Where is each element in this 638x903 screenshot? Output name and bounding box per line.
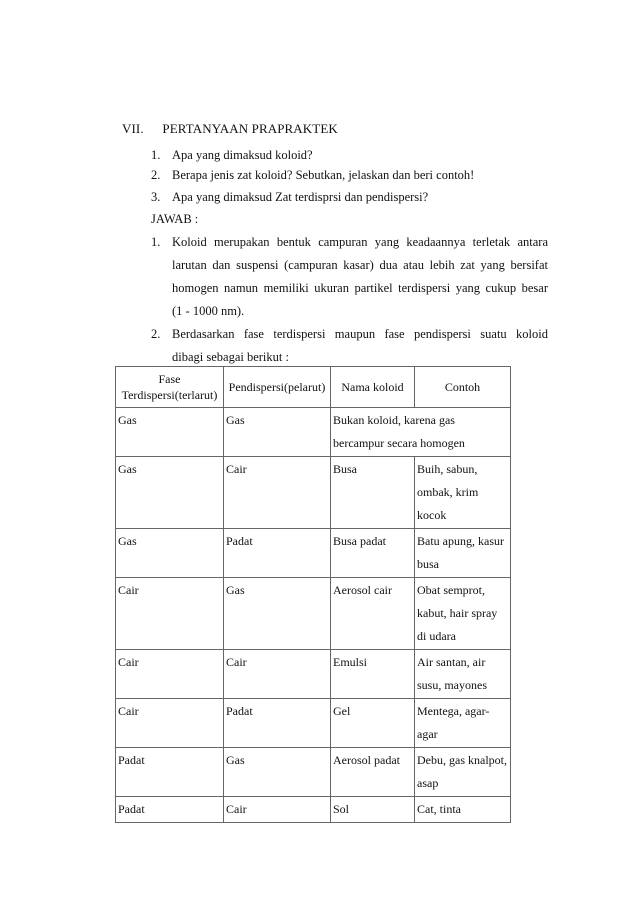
colloid-table: [115, 366, 511, 823]
cell-nama-koloid: Gel: [331, 699, 415, 748]
cell-fase: Cair: [116, 578, 224, 650]
cell-nama-koloid: Emulsi: [331, 650, 415, 699]
cell-contoh: Cat, tinta: [415, 797, 511, 823]
cell-pendispersi: Cair: [224, 650, 331, 699]
question-text: Apa yang dimaksud Zat terdisprsi dan pendispersi?: [172, 190, 429, 204]
cell-contoh: Batu apung, kasur busa: [415, 529, 511, 578]
question-number: 3.: [151, 190, 161, 204]
cell-fase: Cair: [116, 699, 224, 748]
cell-pendispersi: Gas: [224, 748, 331, 797]
answer-label: JAWAB :: [151, 212, 199, 226]
answer-line: Koloid merupakan bentuk campuran yang keadaannya terletak antara: [172, 235, 548, 249]
header-fase-terdispersi: [116, 367, 224, 408]
cell-fase: Gas: [116, 408, 224, 457]
answer-line: homogen namun memiliki ukuran partikel terdispersi yang cukup besar: [172, 281, 548, 295]
header-contoh: Contoh: [415, 367, 511, 408]
table-row: [116, 408, 511, 457]
cell-pendispersi: Gas: [224, 578, 331, 650]
cell-fase: Gas: [116, 457, 224, 529]
section-title: PERTANYAAN PRAPRAKTEK: [162, 121, 338, 136]
cell-contoh: Buih, sabun, ombak, krim kocok: [415, 457, 511, 529]
answer-line: (1 - 1000 nm).: [172, 304, 245, 318]
table-row: [116, 797, 511, 823]
question-text: Berapa jenis zat koloid? Sebutkan, jelaskan dan beri contoh!: [172, 168, 475, 182]
cell-contoh: Debu, gas knalpot, asap: [415, 748, 511, 797]
cell-fase: Gas: [116, 529, 224, 578]
answer-number: 1.: [151, 235, 161, 249]
cell-nama-koloid: Busa padat: [331, 529, 415, 578]
header-fase-top: Fase: [158, 372, 181, 386]
header-nama-koloid: Nama koloid: [331, 367, 415, 408]
table-row: [116, 650, 511, 699]
header-pendispersi: Pendispersi(pelarut): [224, 367, 331, 408]
cell-contoh: Mentega, agar-agar: [415, 699, 511, 748]
answer-line: Berdasarkan fase terdispersi maupun fase pendispersi suatu koloid: [172, 327, 548, 341]
question-number: 1.: [151, 148, 161, 162]
cell-nama-koloid: Aerosol cair: [331, 578, 415, 650]
table-row: [116, 457, 511, 529]
question-number: 2.: [151, 168, 161, 182]
cell-fase: Padat: [116, 797, 224, 823]
table-header-row: [116, 367, 511, 408]
cell-pendispersi: Padat: [224, 699, 331, 748]
cell-nama-koloid: Bukan koloid, karena gas bercampur secara homogen: [331, 408, 511, 457]
cell-pendispersi: Cair: [224, 797, 331, 823]
cell-nama-koloid: Sol: [331, 797, 415, 823]
table-row: [116, 578, 511, 650]
cell-nama-koloid: Busa: [331, 457, 415, 529]
header-fase-bottom: Terdispersi(terlarut): [121, 388, 218, 402]
table-row: [116, 699, 511, 748]
cell-contoh: Obat semprot, kabut, hair spray di udara: [415, 578, 511, 650]
cell-pendispersi: Gas: [224, 408, 331, 457]
table-row: [116, 748, 511, 797]
answer-number: 2.: [151, 327, 161, 341]
cell-fase: Cair: [116, 650, 224, 699]
section-heading: [122, 121, 338, 137]
answer-line: larutan dan suspensi (campuran kasar) dua atau lebih zat yang bersifat: [172, 258, 548, 272]
cell-pendispersi: Cair: [224, 457, 331, 529]
cell-fase: Padat: [116, 748, 224, 797]
cell-contoh: Air santan, air susu, mayones: [415, 650, 511, 699]
answer-line: dibagi sebagai berikut :: [172, 350, 289, 364]
cell-pendispersi: Padat: [224, 529, 331, 578]
table-row: [116, 529, 511, 578]
section-number: VII.: [122, 121, 144, 136]
question-text: Apa yang dimaksud koloid?: [172, 148, 313, 162]
cell-nama-koloid: Aerosol padat: [331, 748, 415, 797]
